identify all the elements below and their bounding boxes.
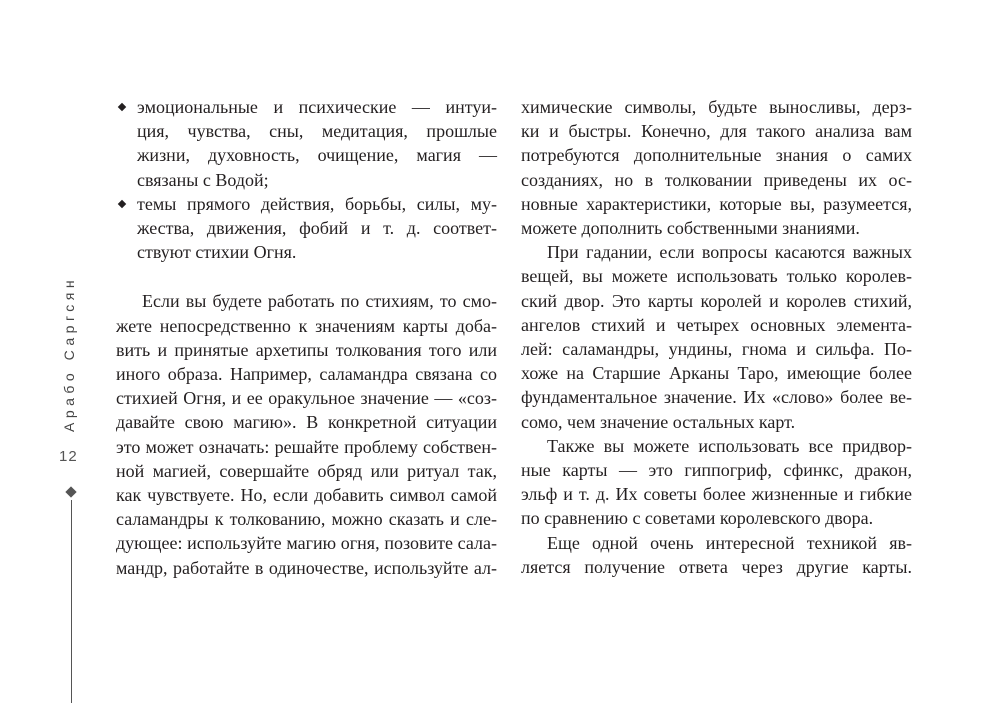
text-line: химические символы, будьте выносливы, дерз-: [521, 97, 912, 117]
text-line: Если вы будете работать по стихиям, то смо-: [142, 291, 497, 312]
text-line: вить и принятые архетипы толкования того или: [116, 339, 497, 360]
text-line: давайте свою магию». В конкретной ситуации: [116, 412, 497, 433]
paragraph: [521, 95, 912, 240]
text-line: Еще одной очень интересной техникой яв-: [547, 532, 912, 553]
text-line: ляется получение ответа через другие карты.: [521, 556, 912, 577]
right-column: [521, 95, 912, 579]
text-line: темы прямого действия, борьбы, силы, му-: [137, 193, 497, 214]
text-line: иного образа. Например, саламандра связана со: [116, 364, 497, 385]
text-line: жете непосредственно к значениям карты доба-: [116, 315, 497, 336]
text-line: созданиях, но в толковании приведены их ос-: [521, 169, 912, 190]
text-line: можете дополнить собственными знаниями.: [521, 218, 860, 239]
text-line: ский двор. Это карты королей и королев стихий,: [521, 290, 912, 311]
paragraph: [116, 289, 497, 579]
left-column: [116, 95, 497, 580]
text-line: эльф и т. д. Их советы более жизненные и гибкие: [521, 484, 912, 505]
text-line: саламандры к толкованию, можно сказать и сле-: [116, 509, 497, 530]
text-line: жизни, духовность, очищение, магия —: [137, 145, 497, 166]
text-line: лей: саламандры, ундины, гнома и сильфа. По-: [521, 339, 912, 360]
text-line: эмоциональные и психические — интуи-: [137, 97, 497, 117]
text-line: Также вы можете использовать все придвор-: [547, 435, 912, 456]
bullet-list: [116, 95, 497, 264]
running-head-author: [61, 270, 77, 432]
text-line: сомо, чем значение остальных карт.: [521, 411, 796, 432]
text-line: ные карты — это гиппогриф, сфинкс, дракон,: [521, 460, 912, 481]
text-line: При гадании, если вопросы касаются важных: [547, 242, 912, 263]
text-line: ной магией, совершайте обряд или ритуал так,: [116, 460, 497, 481]
author-name: Арабо Саргсян: [61, 275, 77, 432]
text-line: фундаментальное значение. Их «слово» более ве-: [521, 387, 912, 408]
paragraph: [521, 531, 912, 579]
text-line: ангелов стихий и четырех основных элемента-: [521, 314, 912, 335]
text-line: хоже на Старшие Арканы Таро, имеющие более: [521, 363, 912, 384]
text-line: жества, движения, фобий и т. д. соответ-: [137, 218, 497, 239]
margin-rule: [71, 500, 72, 703]
text-line: новные характеристики, которые вы, разумеется,: [521, 193, 912, 214]
bullet-item: [116, 95, 497, 192]
text-line: стихией Огня, и ее оракульное значение — «соз-: [116, 388, 497, 409]
text-line: ки и быстры. Конечно, для такого анализа вам: [521, 121, 912, 142]
text-line: потребуются дополнительные знания о самих: [521, 145, 912, 166]
bullet-diamond-icon: [118, 200, 126, 208]
text-line: вещей, вы можете использовать только королев-: [521, 266, 912, 287]
bullet-diamond-icon: [118, 103, 126, 111]
text-line: ция, чувства, сны, медитация, прошлые: [137, 121, 497, 142]
text-line: как чувствуете. Но, если добавить символ самой: [116, 485, 497, 506]
bullet-item: [116, 192, 497, 265]
text-line: это может означать: решайте проблему собствен-: [116, 436, 497, 457]
text-line: ствуют стихии Огня.: [137, 242, 297, 263]
text-line: по сравнению с советами королевского двора.: [521, 508, 874, 529]
paragraph: [521, 434, 912, 531]
text-line: связаны с Водой;: [137, 169, 269, 190]
diamond-ornament-icon: [65, 486, 76, 497]
text-line: мандр, работайте в одиночестве, используйте ал-: [116, 557, 497, 578]
text-line: дующее: используйте магию огня, позовите сала-: [116, 533, 497, 554]
paragraph: [521, 240, 912, 434]
page-number: 12: [59, 448, 78, 465]
